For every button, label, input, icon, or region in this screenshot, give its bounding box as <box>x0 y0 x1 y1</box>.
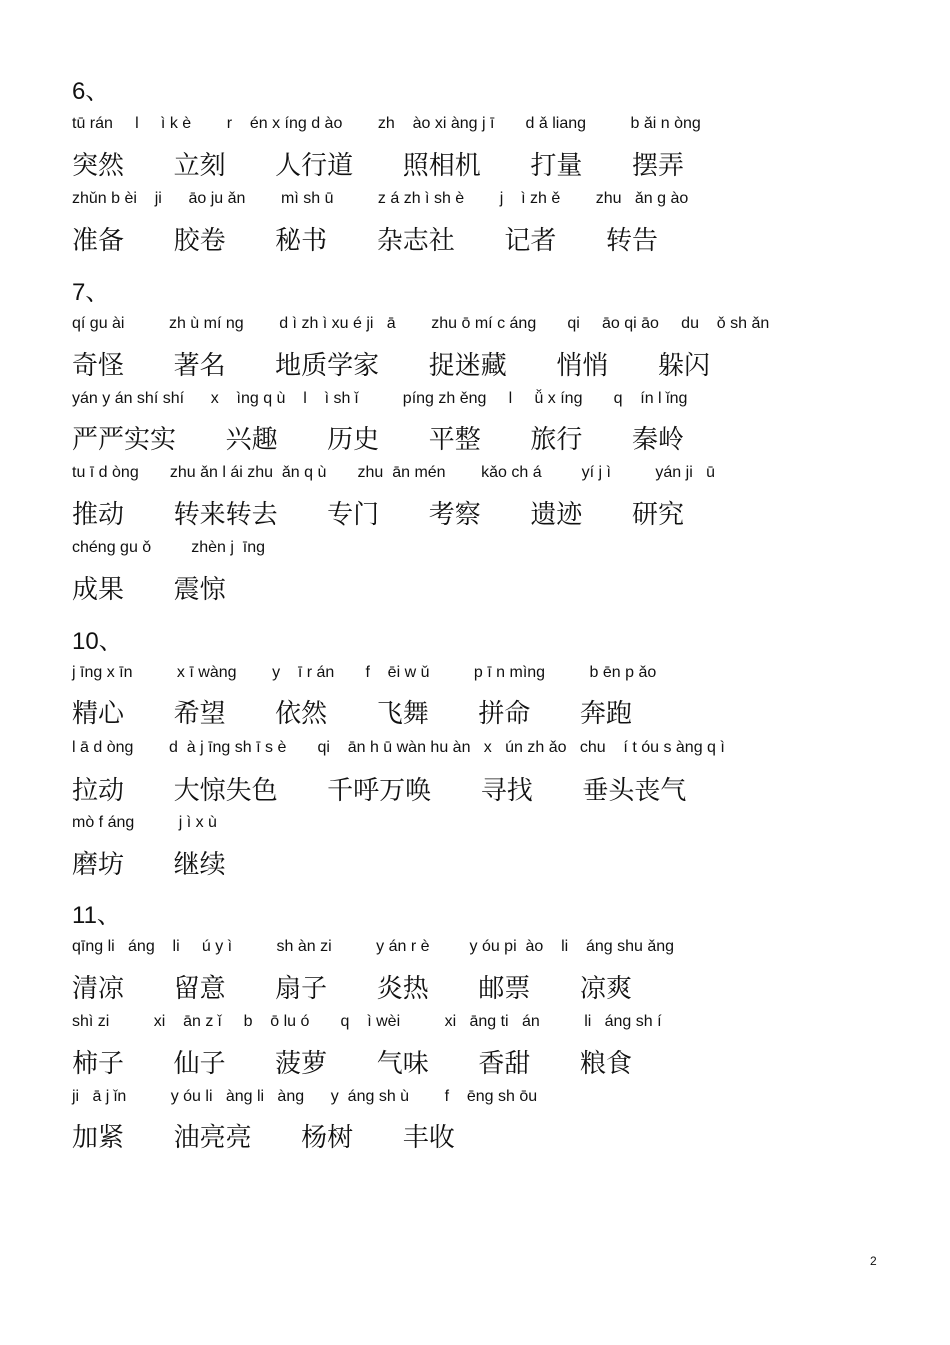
section-number: 10、 <box>72 628 123 655</box>
pinyin-line: j īng x īn x ī wàng y ī r án f ēi w ǔ p ī n mìng b ēn p ǎo <box>72 664 657 681</box>
pinyin-line: tu ī d òng zhu ǎn l ái zhu ǎn q ù zhu ān mén kǎo ch á yí j ì yán ji ū <box>72 464 715 481</box>
hanzi-line: 磨坊 继续 <box>72 850 226 880</box>
hanzi-line: 成果 震惊 <box>72 575 226 605</box>
hanzi-line: 清凉 留意 扇子 炎热 邮票 凉爽 <box>72 974 632 1004</box>
pinyin-line: mò f áng j ì x ù <box>72 814 217 831</box>
hanzi-line: 奇怪 著名 地质学家 捉迷藏 悄悄 躲闪 <box>72 351 710 381</box>
hanzi-line: 拉动 大惊失色 千呼万唤 寻找 垂头丧气 <box>72 776 687 806</box>
hanzi-line: 突然 立刻 人行道 照相机 打量 摆弄 <box>72 151 684 181</box>
pinyin-line: ji ā j ǐn y óu li àng li àng y áng sh ù f ēng sh ōu <box>72 1088 538 1105</box>
page-number: 2 <box>870 1254 877 1268</box>
section-number: 7、 <box>72 279 110 306</box>
hanzi-line: 精心 希望 依然 飞舞 拼命 奔跑 <box>72 699 632 729</box>
hanzi-line: 严严实实 兴趣 历史 平整 旅行 秦岭 <box>72 425 684 455</box>
section-number: 11、 <box>72 902 121 929</box>
pinyin-line: tū rán l ì k è r én x íng d ào zh ào xi àng j ī d ǎ liang b ǎi n òng <box>72 115 701 132</box>
pinyin-line: zhǔn b èi ji āo ju ǎn mì sh ū z á zh ì sh è j ì zh ě zhu ǎn g ào <box>72 190 689 207</box>
hanzi-line: 准备 胶卷 秘书 杂志社 记者 转告 <box>72 226 658 256</box>
pinyin-line: l ā d òng d à j īng sh ī s è qi ān h ū wàn hu àn x ún zh ǎo chu í t óu s àng q ì <box>72 739 725 756</box>
pinyin-line: qí gu ài zh ù mí ng d ì zh ì xu é ji ā zhu ō mí c áng qi āo qi āo du ǒ sh ǎn <box>72 315 770 332</box>
pinyin-line: yán y án shí shí x ìng q ù l ì sh ǐ píng zh ěng l ǚ x íng q ín l ǐng <box>72 390 688 407</box>
hanzi-line: 加紧 油亮亮 杨树 丰收 <box>72 1123 455 1153</box>
hanzi-line: 推动 转来转去 专门 考察 遗迹 研究 <box>72 500 684 530</box>
section-number: 6、 <box>72 78 110 105</box>
hanzi-line: 柿子 仙子 菠萝 气味 香甜 粮食 <box>72 1049 632 1079</box>
pinyin-line: shì zi xi ān z ǐ b ō lu ó q ì wèi xi āng ti án li áng sh í <box>72 1013 662 1030</box>
pinyin-line: qīng li áng li ú y ì sh àn zi y án r è y óu pi ào li áng shu ǎng <box>72 938 675 955</box>
pinyin-line: chéng gu ǒ zhèn j īng <box>72 539 266 556</box>
